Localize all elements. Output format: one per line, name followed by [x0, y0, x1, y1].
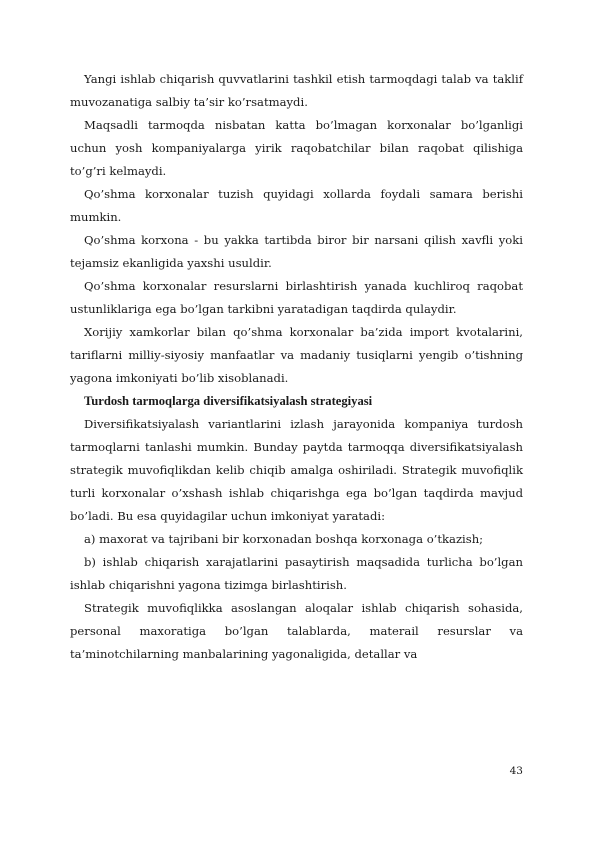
- page-number: 43: [509, 765, 523, 777]
- list-item-a: a) maxorat va tajribani bir korxonadan boshqa korxonaga o’tkazish;: [84, 532, 484, 546]
- paragraph-diversification: Diversifikatsiyalash variantlarini izlash jarayonida kompaniya turdosh tarmoqlarni tanlashi mumkin. Bunday paytda tarmoqqa diversifikatsiyalash strategik muvofiqlikdan kelib chiqib amalga oshiriladi. Strategik muvofiqlik turli korxonalar o’xshash ishlab chiqarishga ega bo’lgan taqdirda mavjud bo’ladi. Bu esa quyidagilar uchun imkoniyat yaratadi:: [70, 417, 523, 523]
- paragraph-resource-pooling: Qo’shma korxonalar resurslarni birlashtirish yanada kuchliroq raqobat ustunliklariga ega bo’lgan tarkibni yaratadigan taqdirda qulaydir.: [70, 279, 523, 316]
- paragraph-joint-venture-benefits: Qo’shma korxonalar tuzish quyidagi xollarda foydali samara berishi mumkin.: [70, 187, 523, 224]
- paragraph-new-capacity: Yangi ishlab chiqarish quvvatlarini tashkil etish tarmoqdagi talab va taklif muvozanatiga salbiy ta’sir ko’rsatmaydi.: [70, 72, 523, 109]
- paragraph-target-sector: Maqsadli tarmoqda nisbatan katta bo’lmagan korxonalar bo’lganligi uchun yosh kompaniyalarga yirik raqobatchilar bilan raqobat qilishiga to’g’ri kelmaydi.: [70, 118, 523, 178]
- paragraph-strategic-fit: Strategik muvofiqlikka asoslangan aloqalar ishlab chiqarish sohasida, personal maxoratiga bo’lgan talablarda, materail resurslar va ta’minotchilarning manbalarining yagonaligida, detallar va: [70, 601, 523, 661]
- section-heading: Turdosh tarmoqlarga diversifikatsiyalash strategiyasi: [84, 394, 373, 408]
- paragraph-joint-venture-definition: Qo’shma korxona - bu yakka tartibda biror bir narsani qilish xavfli yoki tejamsiz ekanligida yaxshi usuldir.: [70, 233, 523, 270]
- paragraph-foreign-partners: Xorijiy xamkorlar bilan qo’shma korxonalar ba’zida import kvotalarini, tariflarni milliy-siyosiy manfaatlar va madaniy tusiqlarni yengib o’tishning yagona imkoniyati bo’lib xisoblanadi.: [70, 325, 523, 385]
- list-item-b: b) ishlab chiqarish xarajatlarini pasaytirish maqsadida turlicha bo’lgan ishlab chiqarishni yagona tizimga birlashtirish.: [70, 555, 523, 592]
- body-text: [70, 68, 523, 666]
